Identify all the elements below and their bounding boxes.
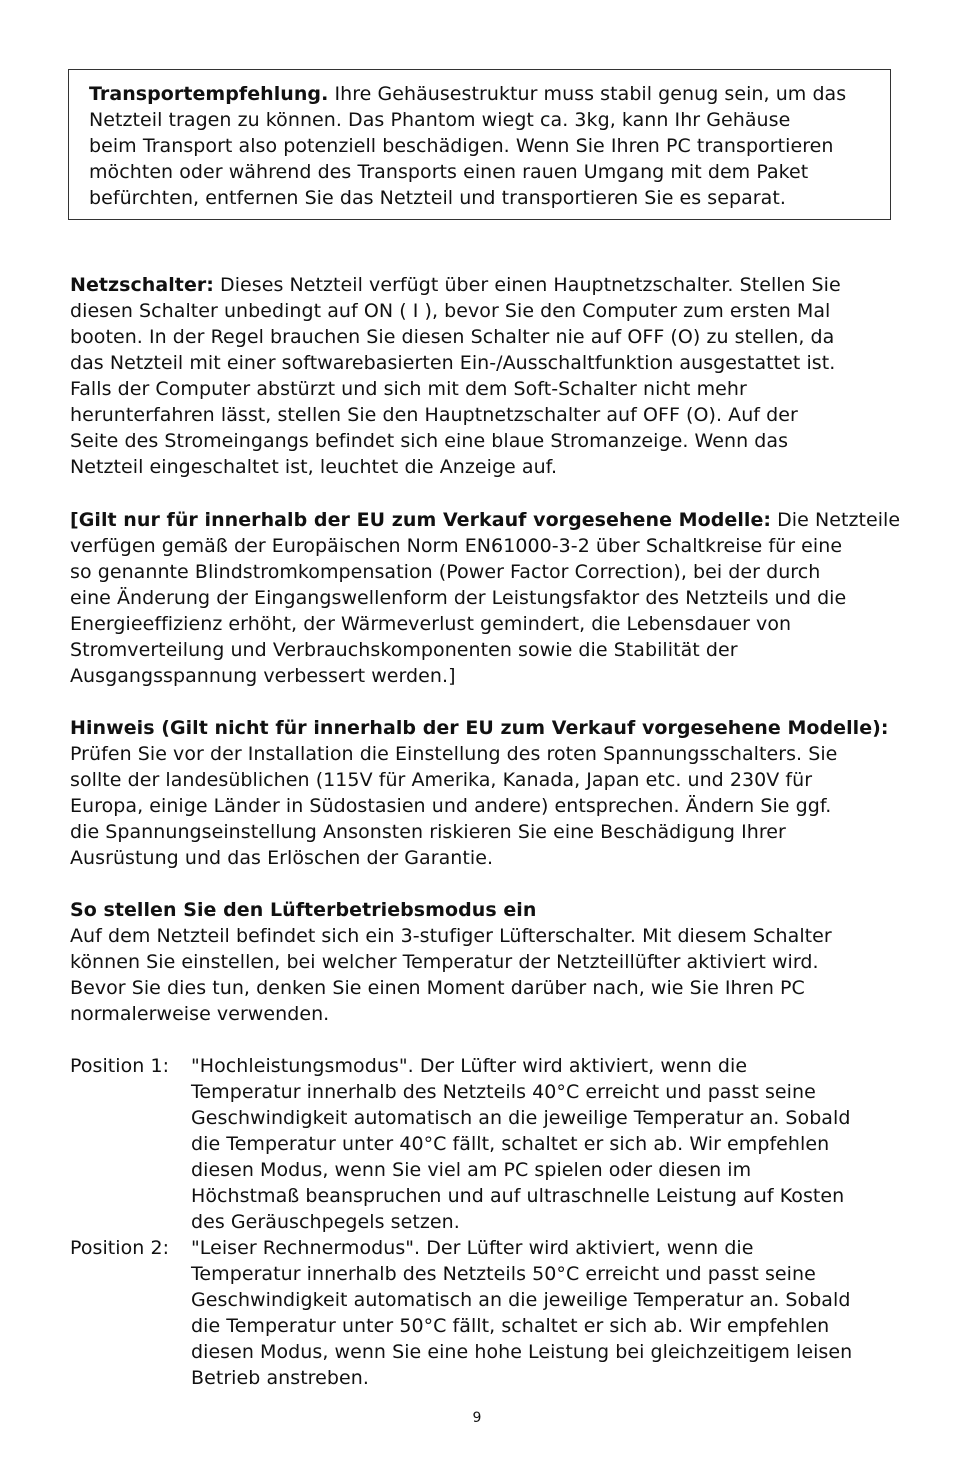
text-line: Energieeffizienz erhöht, der Wärmeverlust gemindert, die Lebensdauer von <box>70 613 792 635</box>
power-switch-title: Netzschalter: <box>70 274 214 296</box>
text-line: [Gilt nur für innerhalb der EU zum Verkauf vorgesehene Modelle: Die Netzteile <box>70 509 901 531</box>
text-line: sollte der landesüblichen (115V für Amerika, Kanada, Japan etc. und 230V für <box>70 769 813 791</box>
transport-notice-title: Transportempfehlung. <box>89 83 329 105</box>
fan-mode-title: So stellen Sie den Lüfterbetriebsmodus ein <box>70 899 537 921</box>
text-line: "Leiser Rechnermodus". Der Lüfter wird aktiviert, wenn die <box>191 1237 754 1259</box>
position-description <box>191 1053 901 1235</box>
text-line: Ausrüstung und das Erlöschen der Garantie. <box>70 847 494 869</box>
text-line: Bevor Sie dies tun, denken Sie einen Moment darüber nach, wie Sie Ihren PC <box>70 977 805 999</box>
text-line: das Netzteil mit einer softwarebasierten Ein-/Ausschaltfunktion ausgestattet ist. <box>70 352 836 374</box>
text-line: Transportempfehlung. Ihre Gehäusestruktur muss stabil genug sein, um das <box>89 83 847 105</box>
text-line: Prüfen Sie vor der Installation die Einstellung des roten Spannungsschalters. Sie <box>70 743 838 765</box>
power-switch-section <box>70 272 900 480</box>
eu-models-title: [Gilt nur für innerhalb der EU zum Verkauf vorgesehene Modelle: <box>70 509 772 531</box>
text-line: Netzteil eingeschaltet ist, leuchtet die Anzeige auf. <box>70 456 558 478</box>
text-line: die Spannungseinstellung Ansonsten riskieren Sie eine Beschädigung Ihrer <box>70 821 786 843</box>
text-line: Seite des Stromeingangs befindet sich eine blaue Stromanzeige. Wenn das <box>70 430 789 452</box>
non-eu-note-section <box>70 715 900 871</box>
text-line: Netzteil tragen zu können. Das Phantom wiegt ca. 3kg, kann Ihr Gehäuse <box>89 109 791 131</box>
text-line: beim Transport also potenziell beschädigen. Wenn Sie Ihren PC transportieren <box>89 135 834 157</box>
page-number: 9 <box>472 1410 482 1426</box>
text-line: Auf dem Netzteil befindet sich ein 3-stufiger Lüfterschalter. Mit diesem Schalter <box>70 925 832 947</box>
non-eu-note-title: Hinweis (Gilt nicht für innerhalb der EU zum Verkauf vorgesehene Modelle): <box>70 717 889 739</box>
text-line: verfügen gemäß der Europäischen Norm EN61000-3-2 über Schaltkreise für eine <box>70 535 843 557</box>
position-label: Position 2: <box>70 1237 170 1259</box>
position-label: Position 1: <box>70 1055 170 1077</box>
text-line <box>70 897 900 923</box>
text-line: diesen Modus, wenn Sie eine hohe Leistung bei gleichzeitigem leisen <box>191 1341 853 1363</box>
text-line: diesen Modus, wenn Sie viel am PC spielen oder diesen im <box>191 1159 752 1181</box>
text-line: so genannte Blindstromkompensation (Power Factor Correction), bei der durch <box>70 561 821 583</box>
position-description <box>191 1235 901 1391</box>
fan-mode-section <box>70 897 900 1027</box>
text-line: befürchten, entfernen Sie das Netzteil und transportieren Sie es separat. <box>89 187 786 209</box>
text-line: Stromverteilung und Verbrauchskomponenten sowie die Stabilität der <box>70 639 738 661</box>
text-line: Ausgangsspannung verbessert werden.] <box>70 665 456 687</box>
text-line: diesen Schalter unbedingt auf ON ( I ), bevor Sie den Computer zum ersten Mal <box>70 300 831 322</box>
text-line: "Hochleistungsmodus". Der Lüfter wird aktiviert, wenn die <box>191 1055 748 1077</box>
text-line: Europa, einige Länder in Südostasien und andere) entsprechen. Ändern Sie ggf. <box>70 795 832 817</box>
text-line: Höchstmaß beanspruchen und auf ultraschnelle Leistung auf Kosten <box>191 1185 845 1207</box>
transport-notice-text <box>89 81 879 211</box>
text-line: Geschwindigkeit automatisch an die jeweilige Temperatur an. Sobald <box>191 1107 851 1129</box>
text-line <box>70 715 900 741</box>
text-line: Temperatur innerhalb des Netzteils 50°C erreicht und passt seine <box>191 1263 816 1285</box>
text-line: Falls der Computer abstürzt und sich mit dem Soft-Schalter nicht mehr <box>70 378 747 400</box>
text-line: Netzschalter: Dieses Netzteil verfügt über einen Hauptnetzschalter. Stellen Sie <box>70 274 841 296</box>
text-line: booten. In der Regel brauchen Sie diesen Schalter nie auf OFF (O) zu stellen, da <box>70 326 835 348</box>
text-line: eine Änderung der Eingangswellenform der Leistungsfaktor des Netzteils und die <box>70 587 847 609</box>
text-line: herunterfahren lässt, stellen Sie den Hauptnetzschalter auf OFF (O). Auf der <box>70 404 798 426</box>
text-line: Geschwindigkeit automatisch an die jeweilige Temperatur an. Sobald <box>191 1289 851 1311</box>
text-line: des Geräuschpegels setzen. <box>191 1211 460 1233</box>
text-line: möchten oder während des Transports einen rauen Umgang mit dem Paket <box>89 161 809 183</box>
text-line: Betrieb anstreben. <box>191 1367 369 1389</box>
text-line: die Temperatur unter 50°C fällt, schaltet er sich ab. Wir empfehlen <box>191 1315 830 1337</box>
text-line: Temperatur innerhalb des Netzteils 40°C erreicht und passt seine <box>191 1081 816 1103</box>
text-line: können Sie einstellen, bei welcher Temperatur der Netzteillüfter aktiviert wird. <box>70 951 819 973</box>
text-line: die Temperatur unter 40°C fällt, schaltet er sich ab. Wir empfehlen <box>191 1133 830 1155</box>
text-line: normalerweise verwenden. <box>70 1003 330 1025</box>
transport-notice-box <box>68 69 891 220</box>
eu-models-section <box>70 507 900 689</box>
